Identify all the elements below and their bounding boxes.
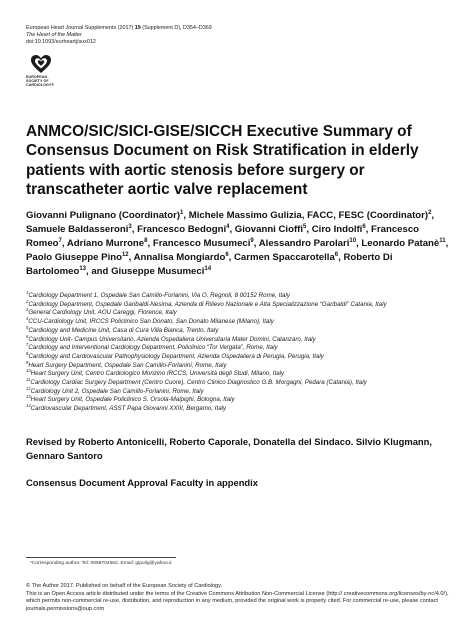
journal-section: The Heart of the Matter: [26, 32, 82, 38]
affiliation-number: 9: [26, 359, 29, 365]
author-name: Ciro Indolfi: [311, 223, 363, 235]
author: [26, 210, 189, 221]
affiliation-text: Cardiology Cardiac Surgery Department (Centro Cuore), Centro Clinico Diagnostico G.B. Morgagni, Pedara (Catania), Italy: [30, 379, 367, 387]
author-name: Alessandro Parolari: [258, 237, 350, 249]
affiliation-number: 8: [26, 350, 29, 356]
author-affiliation-ref: 1: [180, 209, 184, 216]
author-name: Francesco Bedogni: [137, 223, 227, 235]
author-name: Giovanni Cioffi: [234, 223, 304, 235]
journal-citation: [26, 25, 446, 32]
affiliation: [26, 359, 451, 370]
journal-volume: 19: [134, 25, 141, 31]
affiliation: [26, 350, 451, 361]
author-separator: ,: [61, 237, 67, 249]
logo-text-line: EUROPEAN: [26, 75, 48, 79]
author-affiliation-ref: 2: [428, 209, 432, 216]
copyright-notice: [26, 583, 451, 613]
copyright-line: © The Author 2017. Published on behalf of the European Society of Cardiology.: [26, 583, 223, 589]
author-affiliation-ref: 10: [349, 237, 357, 244]
author-name: Adriano Murrone: [66, 237, 145, 249]
author-affiliation-ref: 3: [128, 223, 132, 230]
author-separator: ,: [228, 251, 234, 263]
author-separator: ,: [128, 251, 134, 263]
affiliation-text: CCU-Cardiology Unit, IRCCS Policlinico San Donato, San Donato Milanese (Milano), Italy: [28, 318, 274, 326]
journal-prefix: European Heart Journal Supplements (2017): [26, 25, 135, 31]
affiliation-number: 2: [26, 298, 29, 304]
author-separator: ,: [229, 223, 235, 235]
author-affiliation-ref: 6: [225, 251, 229, 258]
affiliation-text: Cardiology and Cardiovascular Pathophysiology Department, Azienda Ospedaliera di Perugia, Perugia, Italy: [28, 352, 324, 360]
author: [312, 224, 371, 235]
affiliation-number: 1: [26, 289, 29, 295]
author-name: Francesco Musumeci: [152, 237, 251, 249]
affiliation: [26, 333, 451, 344]
affiliation: [26, 289, 451, 300]
author: [259, 238, 362, 249]
affiliation-number: 13: [26, 394, 31, 400]
author-separator: ,: [183, 210, 189, 221]
journal-header: [26, 25, 446, 46]
affiliation-text: Cardiology and Interventional Cardiology Department, Policlinico “Tor Vergata”, Rome, Italy: [28, 344, 278, 352]
affiliation: [26, 318, 451, 326]
author-affiliation-ref: 14: [204, 265, 212, 272]
author-name: Samuele Baldasseroni: [26, 223, 129, 235]
affiliation: [26, 405, 451, 413]
affiliation-text: Heart Surgery Unit, Ospedale Policlinico S. Orsola-Malpighi, Bologna, Italy: [30, 396, 235, 404]
journal-suffix: (Supplement D), D354–D369: [140, 25, 212, 31]
author-separator: ,: [306, 223, 312, 235]
corresponding-author-note: *Corresponding author. Tel: 0658704562, Email: gipulig@yahoo.it: [30, 561, 172, 566]
author-name: Carmen Spaccarotella: [234, 251, 335, 263]
author: [235, 224, 312, 235]
author: [67, 238, 153, 249]
author-affiliation-ref: 6: [362, 223, 366, 230]
author: [153, 238, 259, 249]
affiliation-text: Heart Surgery Department, Ospedale San Camillo-Forlanini, Rome, Italy: [28, 361, 227, 369]
author-affiliation-ref: 11: [439, 237, 446, 244]
esc-logo: [26, 54, 66, 88]
affiliation-list: [26, 289, 451, 414]
license-text: This is an Open Access article distributed under the terms of the Creative Commons Attribution Non-Commercial License (http:// creativecommons.org/licenses/by-nc/4.0/), which permits non-commercial re-use, distribution, and reproduction in any medium, provided the original work is properly cited. For commercial re-use, please contact journals.permissions@oup.com: [26, 590, 449, 612]
affiliation-text: Cardiology and Medicine Unit, Casa di Cura Villa Bianca, Trento, Italy: [28, 326, 219, 334]
author: [26, 252, 134, 263]
author: [361, 238, 448, 249]
affiliation-text: Cardiovascular Department, ASST Papa Giovanni XXIII, Bergamo, Italy: [30, 405, 227, 413]
revised-by: Revised by Roberto Antonicelli, Roberto Caporale, Donatella del Sindaco. Silvio Klugmann, Gennaro Santoro: [26, 436, 432, 461]
logo-text-line: SOCIETY OF: [26, 79, 49, 84]
author-separator: , and: [86, 265, 112, 277]
author: [111, 266, 211, 277]
article-title: ANMCO/SIC/SICI-GISE/SICCH Executive Summary of Consensus Document on Risk Stratification in elderly patients with aortic stenosis before surgery or transcatheter aortic valve replacement: [26, 123, 419, 198]
author: [189, 210, 434, 221]
author-list: [26, 209, 456, 279]
approval-faculty-note: Consensus Document Approval Faculty in appendix: [26, 477, 258, 488]
logo-text: [26, 75, 66, 88]
author-affiliation-ref: 4: [226, 223, 230, 230]
affiliation-number: 3: [26, 307, 29, 313]
affiliation: [26, 324, 451, 335]
author: [234, 252, 343, 263]
author-separator: ,: [147, 237, 153, 249]
author-name: Paolo Giuseppe Pino: [26, 251, 122, 263]
affiliation-number: 5: [26, 324, 29, 330]
logo-text-line: CARDIOLOGY®: [26, 83, 55, 88]
affiliation: [26, 370, 451, 378]
affiliation-number: 14: [26, 403, 31, 409]
footnote-divider: [26, 557, 176, 558]
affiliation-text: General Cardiology Unit, AOU Careggi, Florence, Italy: [28, 309, 177, 317]
author: [137, 224, 235, 235]
article-doi: doi:10.1093/eurheartj/sux012: [26, 39, 96, 45]
affiliation-number: 7: [26, 342, 29, 348]
author-affiliation-ref: 6: [334, 251, 339, 258]
affiliation-number: 4: [26, 316, 29, 322]
affiliation-number: 6: [26, 333, 29, 339]
author-separator: ,: [338, 251, 344, 263]
author-name: Giuseppe Musumeci: [111, 265, 205, 277]
author-affiliation-ref: 12: [121, 251, 129, 258]
author: [26, 224, 137, 235]
affiliation-number: 12: [26, 385, 31, 391]
heart-logo-icon: [30, 54, 52, 74]
author-name: Giovanni Pulignano (Coordinator): [26, 210, 181, 221]
author-separator: ,: [253, 237, 259, 249]
author-name: Annalisa Mongiardo: [133, 251, 226, 263]
author-affiliation-ref: 8: [144, 237, 148, 244]
affiliation-text: Cardiology Department, Ospedale Garibaldi-Nesima, Azienda di Rilievo Nazionale e Alta Specializzazione “Garibaldi” Catania, Italy: [28, 300, 387, 308]
author-affiliation-ref: 7: [58, 237, 62, 244]
author-separator: ,: [356, 237, 362, 249]
affiliation: [26, 396, 451, 404]
affiliation: [26, 385, 451, 396]
affiliation-text: Heart Surgery Unit, Centro Cardiologico Monzino IRCCS, Università degli Studi, Milano, Italy: [30, 370, 285, 378]
affiliation: [26, 376, 451, 387]
affiliation: [26, 298, 451, 309]
author: [134, 252, 234, 263]
author-separator: ,: [431, 210, 435, 221]
author-name: Leonardo Patanè: [361, 237, 440, 249]
author-separator: ,: [445, 237, 449, 249]
affiliation-number: 11: [26, 376, 31, 382]
affiliation-text: Cardiology Department 1, Ospedale San Camillo-Forlanini, Via O. Regnoli, 8 00152 Rome, Italy: [28, 292, 290, 299]
author-affiliation-ref: 13: [79, 265, 86, 272]
affiliation-text: Cardiology Unit 2, Ospedale San Camillo-Forlanini, Rome, Italy: [30, 387, 204, 395]
author-affiliation-ref: 5: [303, 223, 307, 230]
author-separator: ,: [131, 223, 138, 235]
affiliation: [26, 344, 451, 352]
affiliation-number: 10: [26, 368, 31, 374]
affiliation-text: Cardiology Unit- Campus Universitario, Azienda Ospedaliera Universitaria Mater Domini, Catanzaro, Italy: [28, 335, 316, 343]
author-separator: ,: [365, 223, 372, 235]
author-name: Michele Massimo Gulizia, FACC, FESC (Coordinator): [188, 210, 429, 221]
affiliation: [26, 309, 451, 317]
author-affiliation-ref: 9: [250, 237, 254, 244]
author-name: Francesco Romeo: [26, 223, 420, 249]
author-name: Roberto Di Bartolomeo: [26, 251, 393, 277]
